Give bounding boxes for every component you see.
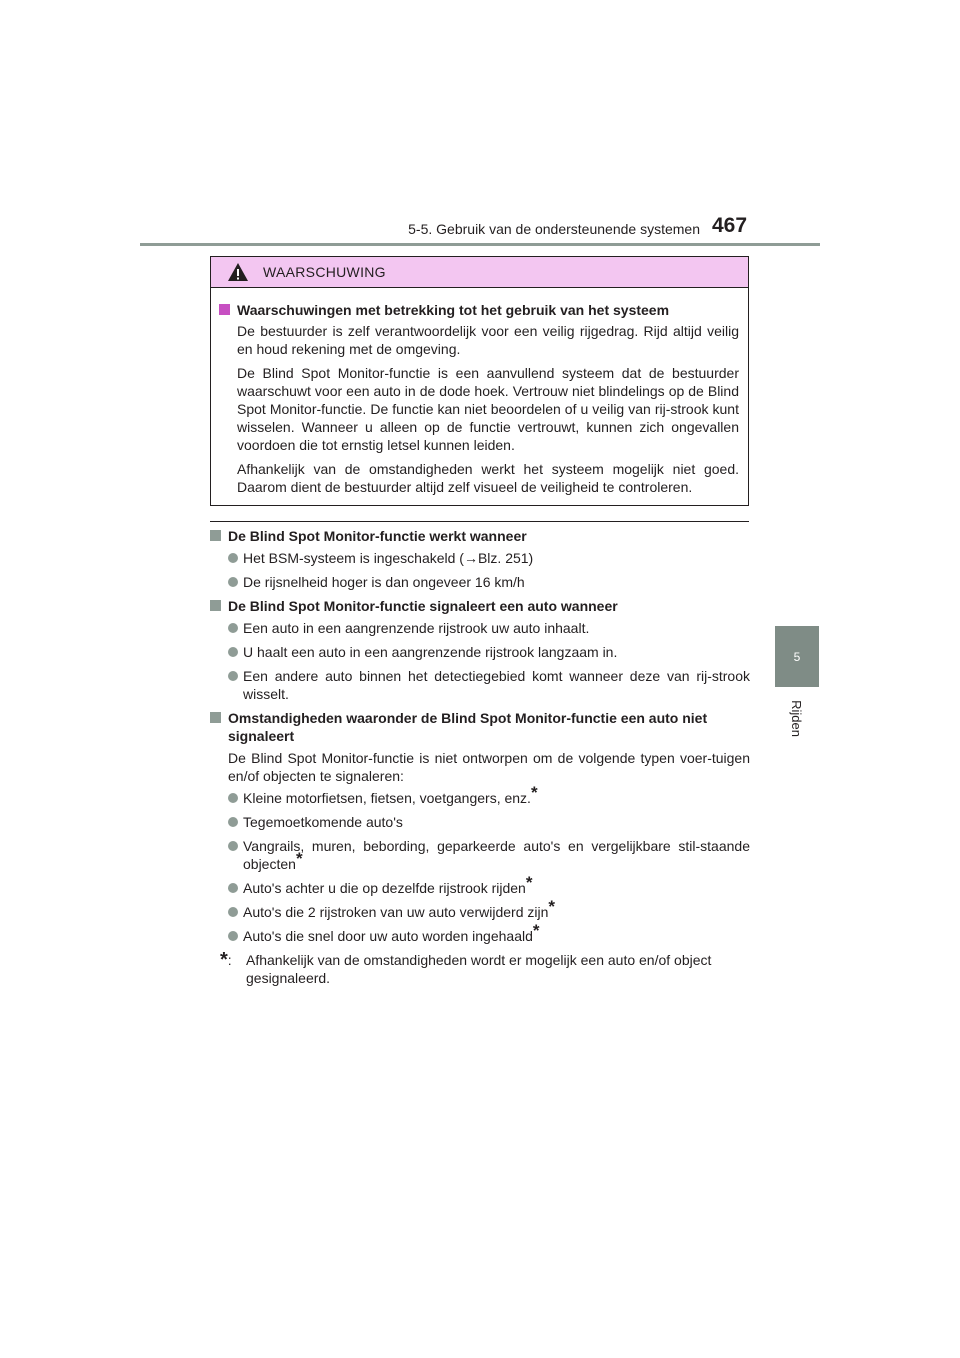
list-item-text — [243, 921, 750, 945]
bullet-dot-icon — [228, 577, 238, 587]
bullet-dot-icon — [228, 907, 238, 917]
list-item-label: Vangrails, muren, bebording, geparkeerde auto's en vergelijkbare stil-staande objecten — [243, 838, 750, 872]
warning-heading-text: Waarschuwingen met betrekking tot het gebruik van het systeem — [237, 302, 670, 318]
list-item-text: U haalt een auto in een aangrenzende rijstrook langzaam in. — [243, 644, 618, 660]
square-bullet-icon — [210, 530, 221, 541]
section-intro: De Blind Spot Monitor-functie is niet ontworpen om de volgende typen voer-tuigen en/of objecten te signaleren: — [228, 750, 750, 784]
warning-paragraph: De bestuurder is zelf verantwoordelijk voor een veilig rijgedrag. Rijd altijd veilig en houd rekening met de omgeving. — [237, 323, 739, 357]
footnote-text: Afhankelijk van de omstandigheden wordt er mogelijk een auto en/of object gesignaleerd. — [246, 952, 712, 986]
list-item — [228, 897, 750, 921]
list-item — [228, 837, 750, 873]
footnote-star: * — [532, 921, 540, 940]
page-header-title: 5-5. Gebruik van de ondersteunende systemen — [408, 221, 700, 237]
bullet-dot-icon — [228, 623, 238, 633]
square-bullet-icon — [210, 600, 221, 611]
list-item — [228, 619, 750, 637]
bullet-dot-icon — [228, 841, 238, 851]
bullet-dot-icon — [228, 647, 238, 657]
list-item-text: Het BSM-systeem is ingeschakeld (→Blz. 251) — [243, 550, 534, 566]
page-number: 467 — [712, 214, 748, 237]
footnote-mark — [220, 951, 246, 987]
footnote — [220, 951, 750, 987]
warning-body — [211, 288, 748, 496]
footnote-star: * — [525, 873, 533, 892]
chapter-label-text: Rijden — [788, 699, 804, 737]
content-divider — [210, 521, 749, 522]
bullet-dot-icon — [228, 931, 238, 941]
list-item-text — [243, 783, 750, 807]
list-item-label: Kleine motorfietsen, fietsen, voetgangers, enz. — [243, 790, 531, 806]
list-item-text — [243, 837, 750, 873]
bullet-dot-icon — [228, 817, 238, 827]
section-heading-text: De Blind Spot Monitor-functie signaleert een auto wanneer — [228, 598, 618, 614]
list-item-text — [243, 873, 750, 897]
list-item — [228, 667, 750, 703]
list-item-text: De rijsnelheid hoger is dan ongeveer 16 km/h — [243, 574, 525, 590]
list-item-label: Auto's die snel door uw auto worden ingehaald — [243, 928, 533, 944]
list-item — [228, 549, 750, 567]
bullet-dot-icon — [228, 553, 238, 563]
list-item-label: Auto's achter u die op dezelfde rijstrook rijden — [243, 880, 526, 896]
warning-box — [210, 256, 749, 506]
chapter-label — [776, 690, 816, 746]
list-item-text — [243, 897, 750, 921]
square-bullet-icon — [210, 712, 221, 723]
section-heading-text: Omstandigheden waaronder de Blind Spot Monitor-functie een auto niet signaleert — [228, 710, 708, 744]
warning-heading — [219, 301, 739, 319]
warning-paragraph: Afhankelijk van de omstandigheden werkt het systeem mogelijk niet goed. Daarom dient de bestuurder altijd zelf visueel de veiligheid te controleren. — [237, 461, 739, 495]
square-bullet-icon — [219, 304, 230, 315]
section-heading — [210, 709, 750, 745]
list-item-label: Auto's die 2 rijstroken van uw auto verwijderd zijn — [243, 904, 549, 920]
list-item — [228, 921, 750, 945]
chapter-tab[interactable]: 5 — [775, 626, 819, 687]
footnote-star: * — [295, 849, 303, 868]
list-item — [228, 573, 750, 591]
warning-paragraph: De Blind Spot Monitor-functie is een aanvullend systeem dat de bestuurder waarschuwt voor een auto in de dode hoek. Vertrouw niet blindelings op de Blind Spot Monitor-functie. De functie kan niet beoordelen of u veilig van rij-strook kunt wisselen. Wanneer u alleen op de functie vertrouwt, kunnen zich ongevallen voordoen die tot ernstig letsel kunnen leiden. — [237, 365, 739, 453]
list-item — [228, 873, 750, 897]
section-heading-text: De Blind Spot Monitor-functie werkt wanneer — [228, 528, 527, 544]
bullet-dot-icon — [228, 883, 238, 893]
list-item-text: Een auto in een aangrenzende rijstrook uw auto inhaalt. — [243, 620, 590, 636]
warning-header — [211, 257, 748, 288]
footnote-colon: : — [227, 952, 232, 968]
list-item-text: Tegemoetkomende auto's — [243, 814, 403, 830]
bullet-dot-icon — [228, 793, 238, 803]
footnote-star: * — [548, 897, 555, 916]
header-rule — [140, 243, 820, 246]
footnote-star: * — [220, 949, 228, 971]
list-item — [228, 783, 750, 807]
main-content — [210, 527, 750, 987]
bullet-dot-icon — [228, 671, 238, 681]
section-heading — [210, 527, 750, 545]
list-item-text: Een andere auto binnen het detectiegebied komt wanneer deze van rij-strook wisselt. — [243, 668, 750, 702]
section-heading — [210, 597, 750, 615]
warning-triangle-icon — [227, 262, 249, 282]
list-item — [228, 813, 750, 831]
warning-title: WAARSCHUWING — [263, 264, 386, 280]
list-item — [228, 643, 750, 661]
footnote-star: * — [530, 783, 538, 802]
